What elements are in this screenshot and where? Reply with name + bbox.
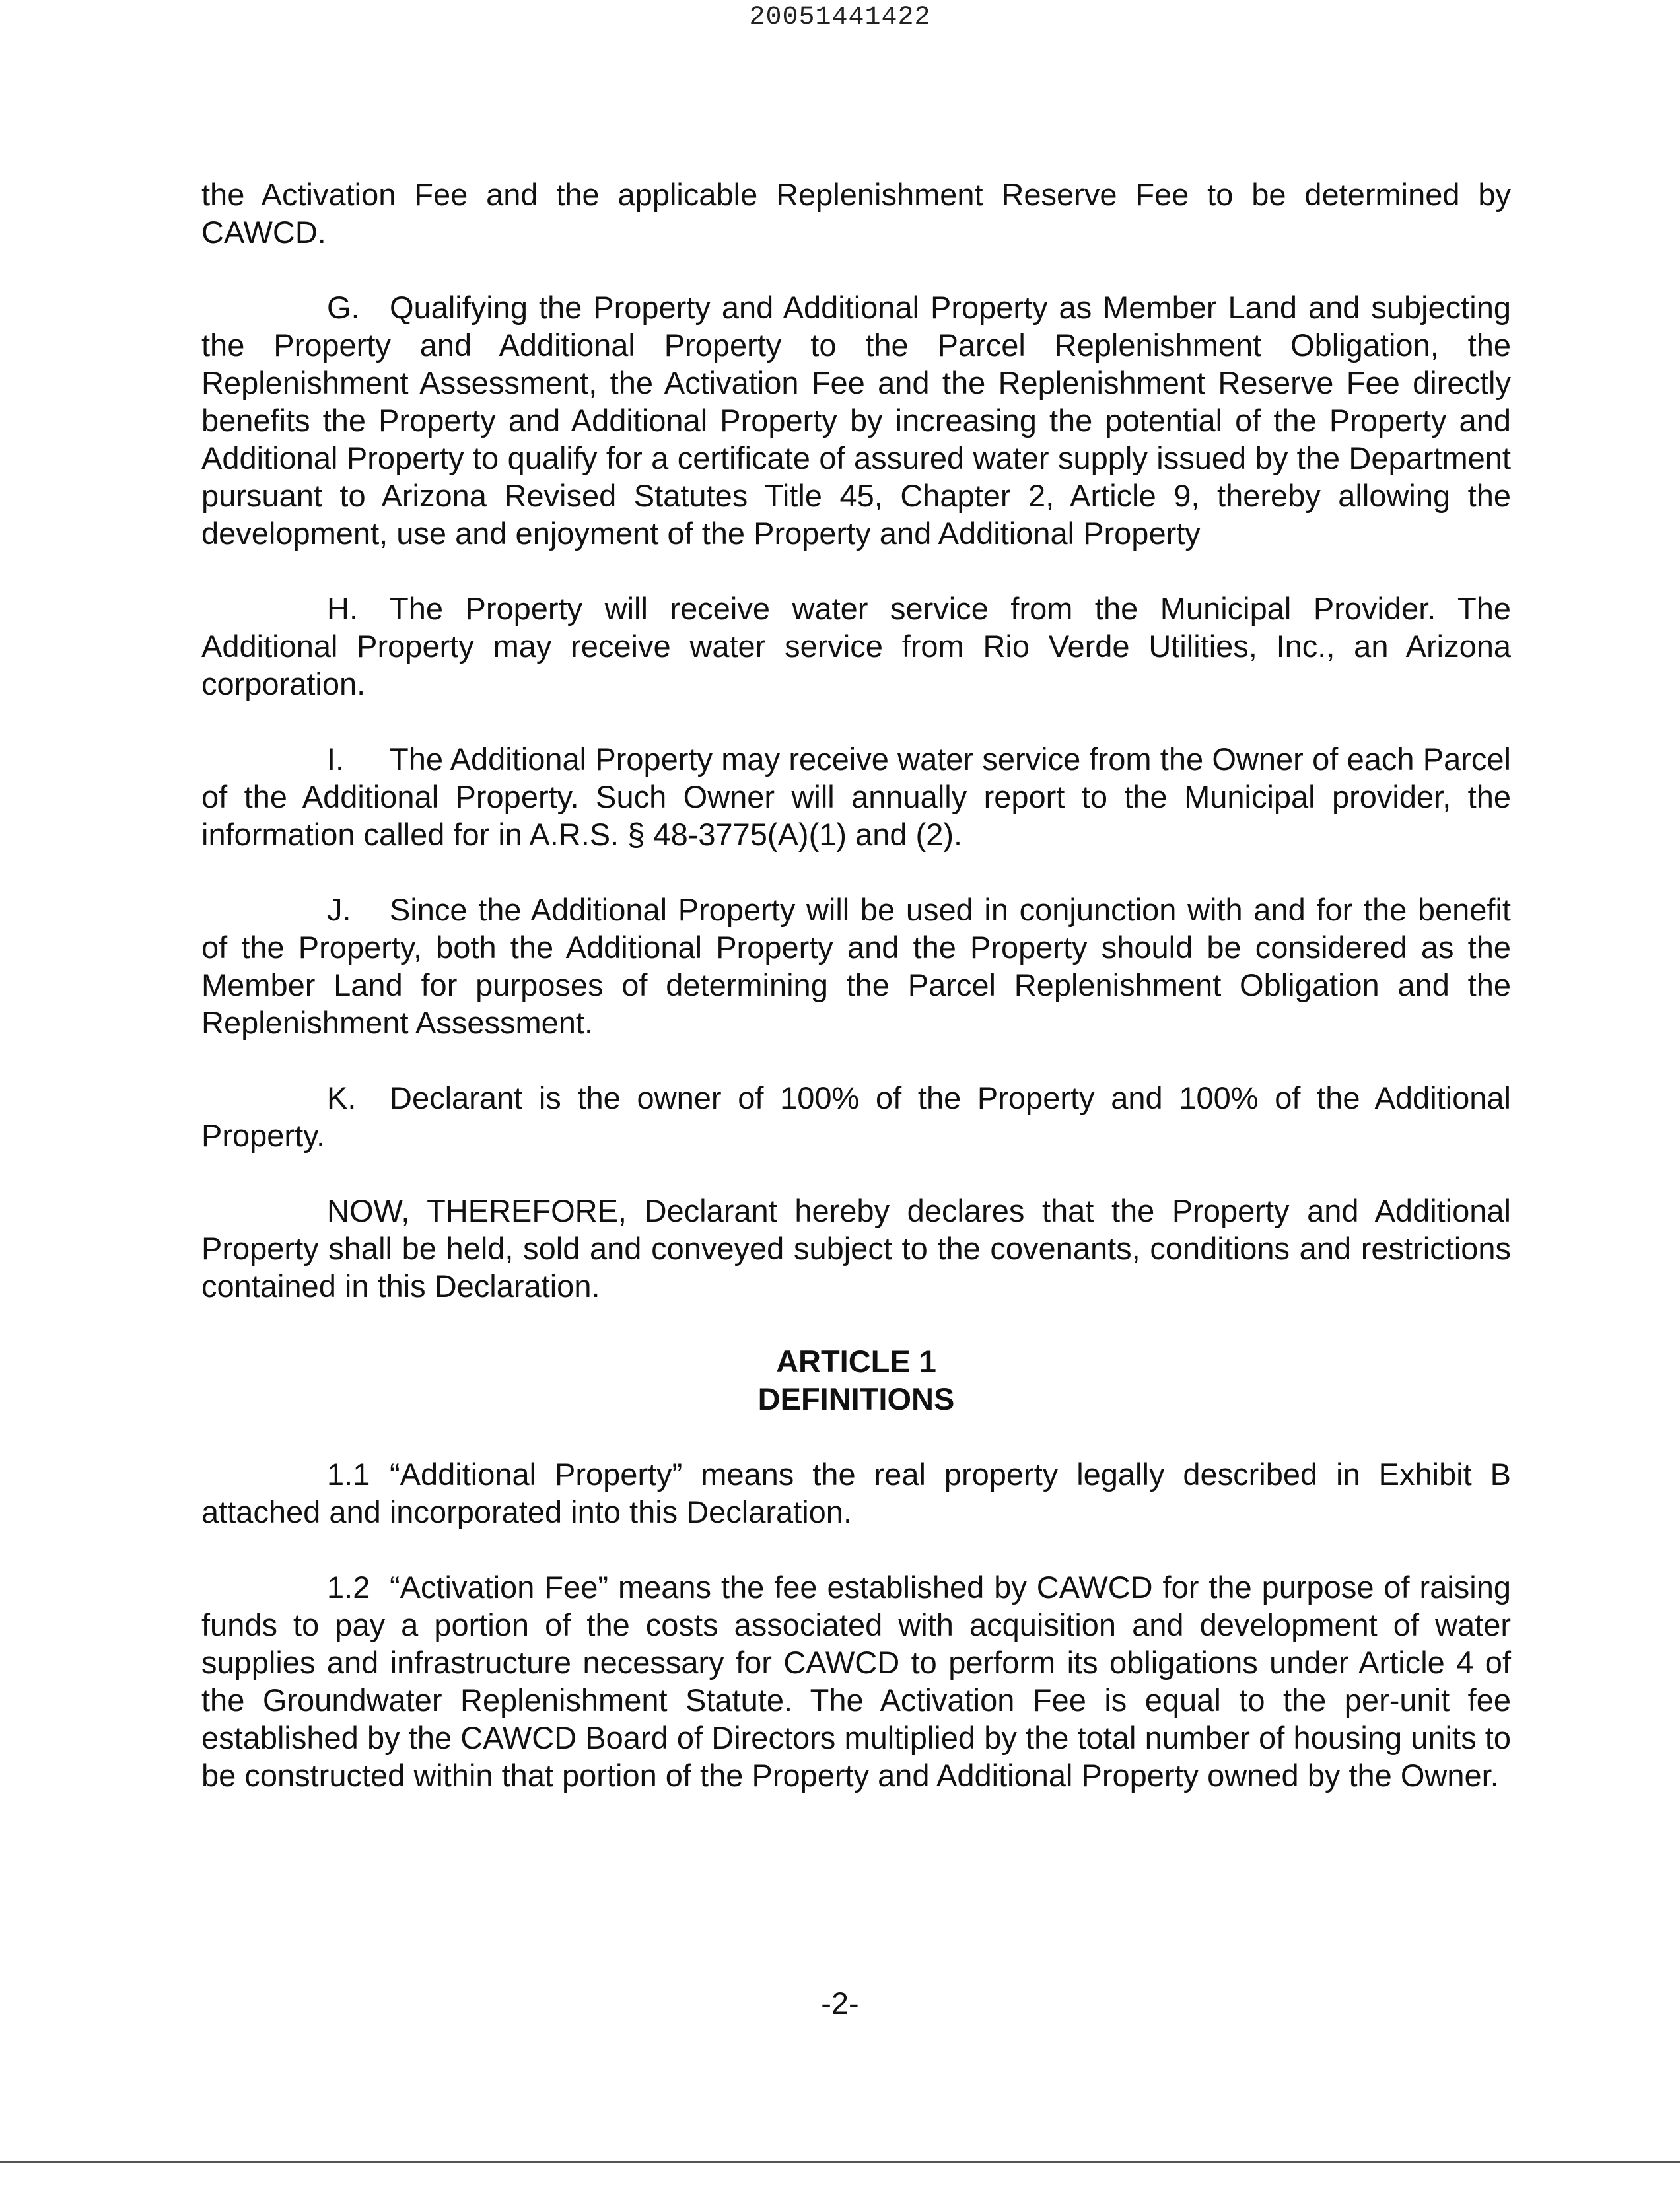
definition-label: 1.1: [327, 1457, 370, 1492]
recital-g: [201, 289, 1511, 552]
recital-h: [201, 590, 1511, 703]
document-number: 20051441422: [749, 3, 931, 32]
recital-text: The Additional Property may receive water service from the Owner of each Parcel of the Additional Property. Such Owner will annually report to the Municipal provider, the information called for in A.R.S. § 48-3775(A)(1) and (2).: [201, 742, 1511, 852]
recital-j: [201, 891, 1511, 1041]
recital-k: [201, 1079, 1511, 1154]
recital-text: Qualifying the Property and Additional Property as Member Land and subjecting the Property and Additional Property to the Parcel Replenishment Obligation, the Replenishment Assessment, the Activation Fee and the Replenishment Reserve Fee directly benefits the Property and Additional Property by increasing the potential of the Property and Additional Property to qualify for a certificate of assured water supply issued by the Department pursuant to Arizona Revised Statutes Title 45, Chapter 2, Article 9, thereby allowing the development, use and enjoyment of the Property and Additional Property: [201, 290, 1511, 551]
recital-label: H.: [327, 591, 358, 626]
definition-label: 1.2: [327, 1570, 370, 1605]
definition-1-1: [201, 1455, 1511, 1531]
article-heading: [201, 1342, 1511, 1418]
recital-label: J.: [327, 892, 351, 927]
recital-label: G.: [327, 290, 360, 325]
document-body: [201, 176, 1511, 1832]
recital-label: I.: [327, 742, 345, 777]
recital-text: Since the Additional Property will be used in conjunction with and for the benefit of the Property, both the Additional Property and the Property should be considered as the Member Land for purposes of determining the Parcel Replenishment Obligation and the Replenishment Assessment.: [201, 892, 1511, 1040]
article-number: ARTICLE 1: [776, 1344, 936, 1379]
now-therefore-paragraph: NOW, THEREFORE, Declarant hereby declares that the Property and Additional Property shall be held, sold and conveyed subject to the covenants, conditions and restrictions contained in this Declaration.: [201, 1193, 1511, 1303]
definition-text: “Activation Fee” means the fee established by CAWCD for the purpose of raising funds to pay a portion of the costs associated with acquisition and development of water supplies and infrastructure necessary for CAWCD to perform its obligations under Article 4 of the Groundwater Replenishment Statute. The Activation Fee is equal to the per-unit fee established by the CAWCD Board of Directors multiplied by the total number of housing units to be constructed within that portion of the Property and Additional Property owned by the Owner.: [201, 1570, 1511, 1793]
page-number: -2-: [821, 1986, 859, 2021]
recital-text: Declarant is the owner of 100% of the Property and 100% of the Additional Property.: [201, 1080, 1511, 1153]
continuation-paragraph: the Activation Fee and the applicable Replenishment Reserve Fee to be determined by CAWCD.: [201, 177, 1511, 250]
definition-1-2: [201, 1568, 1511, 1794]
definition-text: “Additional Property” means the real property legally described in Exhibit B attached and incorporated into this Declaration.: [201, 1457, 1511, 1529]
footer-divider: [0, 2161, 1680, 2163]
article-title: DEFINITIONS: [757, 1381, 955, 1416]
recital-text: The Property will receive water service from the Municipal Provider. The Additional Property may receive water service from Rio Verde Utilities, Inc., an Arizona corporation.: [201, 591, 1511, 701]
recital-i: [201, 740, 1511, 853]
recital-label: K.: [327, 1080, 357, 1115]
